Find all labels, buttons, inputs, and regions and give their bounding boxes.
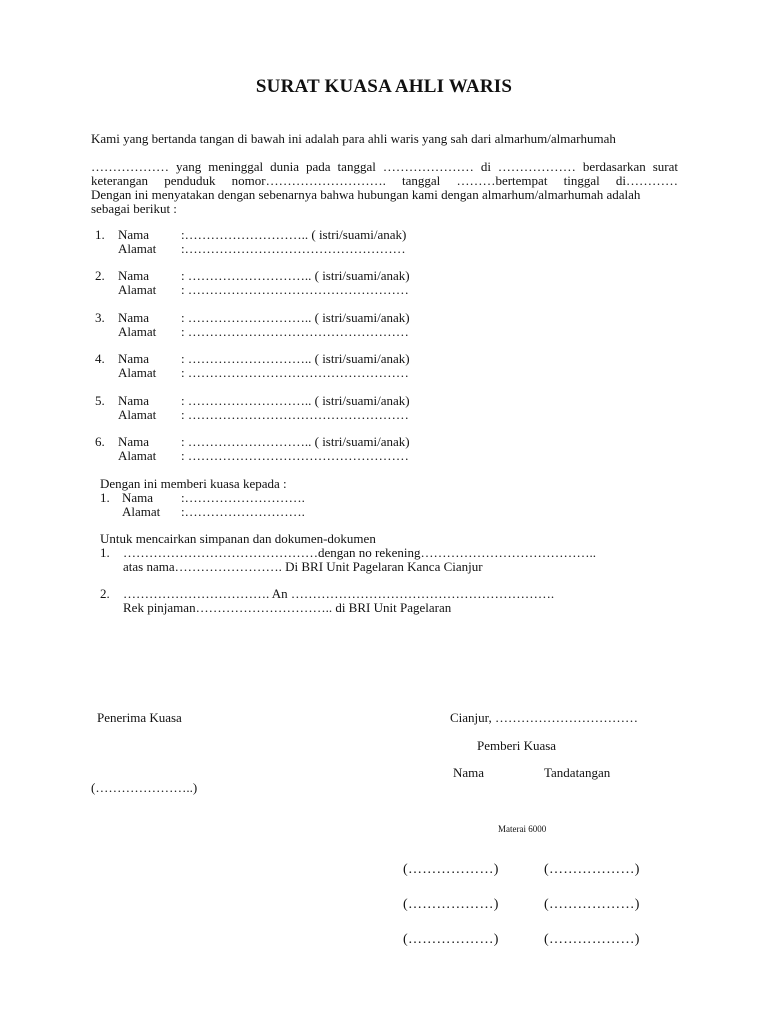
heir-name-value: :……………………….. ( istri/suami/anak) (181, 227, 407, 242)
signature-column-header: Tandatangan (544, 765, 611, 780)
heir-address-value: : …………………………………………… (181, 365, 409, 380)
heir-address-value: : …………………………………………… (181, 407, 409, 422)
heir-name-value: : ……………………….. ( istri/suami/anak) (181, 351, 410, 366)
place-date: Cianjur, …………………………… (450, 710, 638, 725)
heir-number: 4. (95, 351, 105, 366)
purpose-line: ……………………………. An ……………………………………………………. (123, 586, 555, 601)
heir-address-value: : …………………………………………… (181, 324, 409, 339)
signature-blank: (………………) (403, 897, 499, 912)
name-column-header: Nama (453, 765, 485, 780)
heir-address-label: Alamat (118, 324, 157, 339)
purpose-line: atas nama……………………. Di BRI Unit Pagelaran Kanca Cianjur (123, 559, 483, 574)
attorney-intro: Dengan ini memberi kuasa kepada : (100, 476, 287, 491)
signature-blank: (………………) (403, 932, 499, 947)
heir-number: 6. (95, 434, 105, 449)
purpose-number: 1. (100, 545, 110, 560)
heir-name-value: : ……………………….. ( istri/suami/anak) (181, 268, 410, 283)
giver-label: Pemberi Kuasa (477, 738, 557, 753)
heir-name-label: Nama (118, 227, 150, 242)
heir-name-label: Nama (118, 434, 150, 449)
attorney-name-label: Nama (122, 490, 154, 505)
heir-name-value: : ……………………….. ( istri/suami/anak) (181, 393, 410, 408)
purpose-intro: Untuk mencairkan simpanan dan dokumen-dokumen (100, 531, 376, 546)
signature-blank: (………………) (544, 932, 640, 947)
heir-name-value: : ……………………….. ( istri/suami/anak) (181, 434, 410, 449)
purpose-line: Rek pinjaman………………………….. di BRI Unit Pagelaran (123, 600, 452, 615)
purpose-line: ………………………………………dengan no rekening………………………………….. (123, 545, 597, 560)
heir-address-label: Alamat (118, 282, 157, 297)
statement-line: sebagai berikut : (91, 201, 177, 216)
heir-address-value: : …………………………………………… (181, 282, 409, 297)
heir-address-label: Alamat (118, 407, 157, 422)
statement-line: keterangan penduduk nomor………………………. tanggal ………bertempat tinggal di………… (91, 173, 678, 188)
statement-paragraph (91, 160, 678, 216)
receiver-signature-blank: (…………………..) (91, 780, 198, 795)
attorney-number: 1. (100, 490, 110, 505)
statement-line: Dengan ini menyatakan dengan sebenarnya bahwa hubungan kami dengan almarhum/almarhumah adalah (91, 187, 641, 202)
attorney-address-value: :………………………. (181, 504, 305, 519)
heir-name-label: Nama (118, 268, 150, 283)
heir-address-label: Alamat (118, 448, 157, 463)
page-title: SURAT KUASA AHLI WARIS (255, 76, 513, 97)
attorney-address-label: Alamat (122, 504, 161, 519)
purpose-number: 2. (100, 586, 110, 601)
heir-name-value: : ……………………….. ( istri/suami/anak) (181, 310, 410, 325)
stamp-note: Materai 6000 (498, 824, 547, 834)
heir-address-value: : …………………………………………… (181, 448, 409, 463)
heir-name-label: Nama (118, 393, 150, 408)
heir-address-value: :…………………………………………… (181, 241, 406, 256)
heir-number: 3. (95, 310, 105, 325)
heir-address-label: Alamat (118, 365, 157, 380)
intro-text: Kami yang bertanda tangan di bawah ini adalah para ahli waris yang sah dari almarhum/almarhumah (91, 131, 616, 146)
signature-blank: (………………) (544, 897, 640, 912)
heir-number: 1. (95, 227, 105, 242)
attorney-name-value: :………………………. (181, 490, 305, 505)
heir-number: 2. (95, 268, 105, 283)
heir-name-label: Nama (118, 310, 150, 325)
heir-name-label: Nama (118, 351, 150, 366)
signature-blank: (………………) (544, 862, 640, 877)
heir-address-label: Alamat (118, 241, 157, 256)
receiver-label: Penerima Kuasa (97, 710, 182, 725)
signature-blank: (………………) (403, 862, 499, 877)
heir-number: 5. (95, 393, 105, 408)
statement-line: ……………… yang meninggal dunia pada tanggal ………………… di ……………… berdasarkan surat (91, 159, 678, 174)
